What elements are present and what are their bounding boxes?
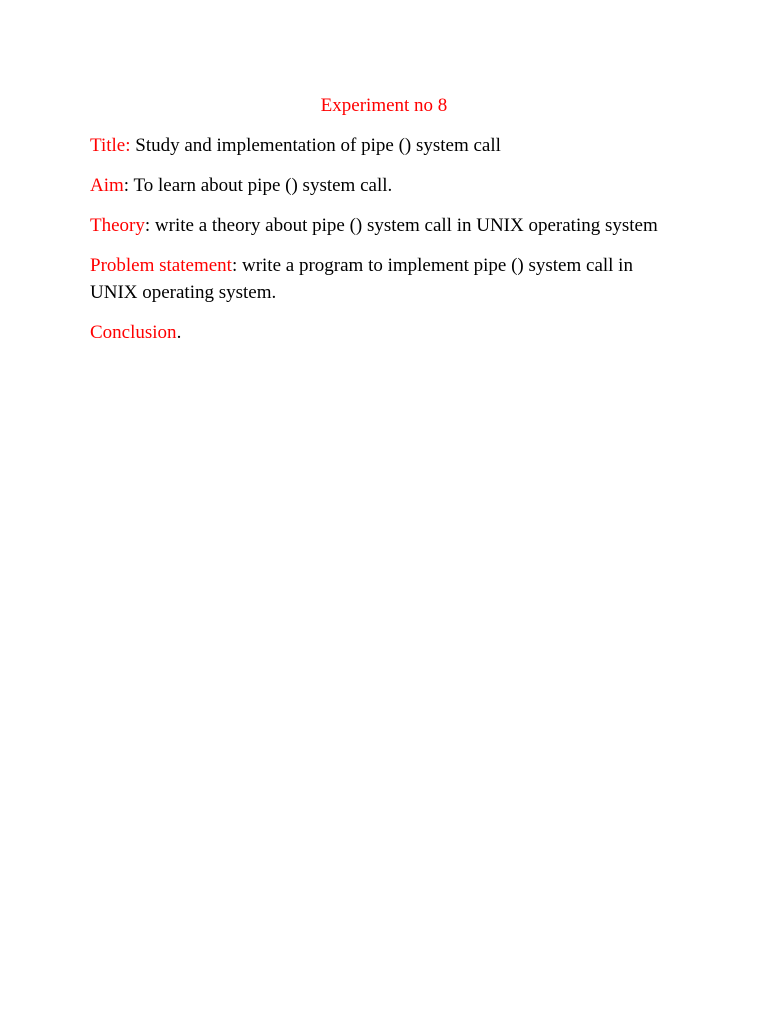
- problem-statement-text: : write a program to implement pipe () system call in UNIX operating system.: [90, 255, 633, 303]
- aim-paragraph: [90, 172, 678, 199]
- aim-label: Aim: [90, 175, 124, 196]
- aim-text: : To learn about pipe () system call.: [123, 175, 393, 196]
- document-content: [90, 92, 678, 359]
- title-text: Study and implementation of pipe () system call: [130, 135, 501, 156]
- problem-statement-label: Problem statement: [90, 255, 232, 276]
- conclusion-label: Conclusion: [90, 322, 177, 343]
- theory-label: Theory: [90, 215, 145, 236]
- title-paragraph: [90, 132, 678, 159]
- conclusion-paragraph: [90, 319, 678, 346]
- theory-text: : write a theory about pipe () system call in UNIX operating system: [144, 215, 658, 236]
- theory-paragraph: [90, 212, 678, 239]
- title-label: Title:: [90, 135, 131, 156]
- conclusion-text: .: [176, 322, 182, 343]
- experiment-heading: Experiment no 8: [320, 95, 448, 116]
- problem-statement-paragraph: [90, 252, 678, 306]
